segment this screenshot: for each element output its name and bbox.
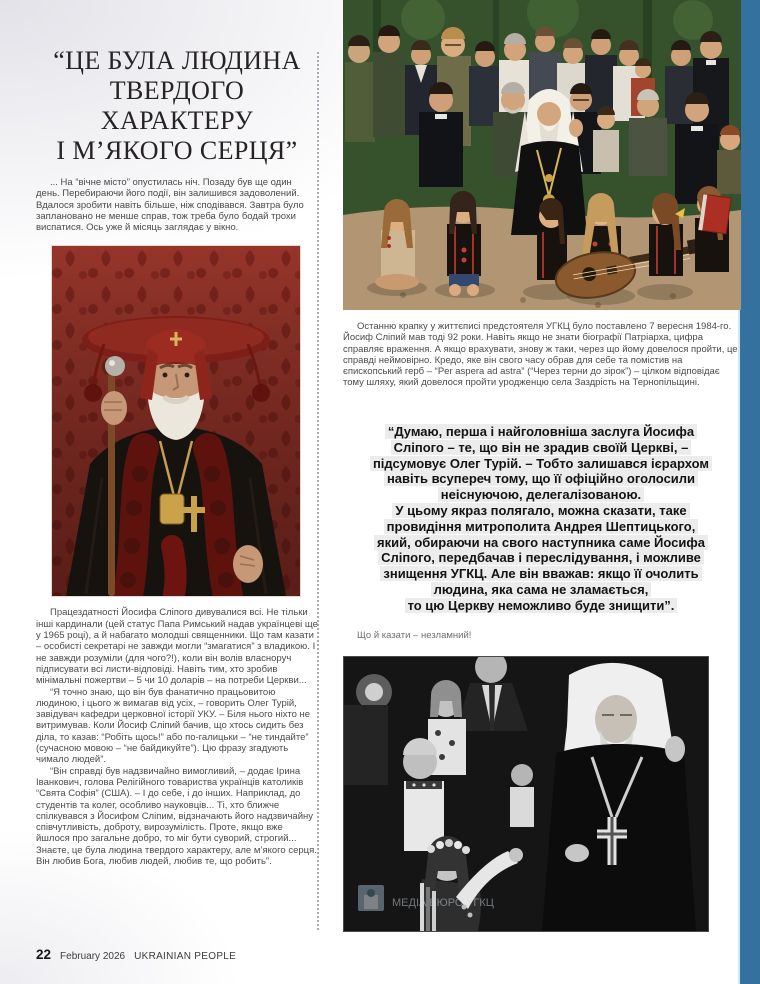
pull-quote-line: Сліпого – те, що він не зрадив своїй Церкві, – — [341, 440, 741, 456]
pull-quote-line: людина, яка сама не зламається, — [341, 582, 741, 598]
tagline: Що й казати – незламний! — [357, 630, 472, 641]
right-hand — [233, 545, 263, 583]
pull-quote-line: провидіння митрополита Андрея Шептицького, — [341, 519, 741, 535]
pull-quote-line: неіснуючою, делегалізованою. — [341, 487, 741, 503]
page-number: 22 — [36, 947, 52, 962]
pull-quote-line: знищення УГКЦ. Але він вважав: якщо її очолить — [341, 566, 741, 582]
small-child — [510, 764, 534, 827]
watermark-text: МЕДІА БЮРО УГКЦ — [392, 897, 494, 909]
bw-photo — [343, 656, 709, 932]
portrait-photo-illustration — [52, 246, 300, 596]
headline-line: ТВЕРДОГО — [109, 76, 245, 105]
gold-panagia — [160, 494, 184, 524]
paragraph-work-ethic: Працездатності Йосифа Сліпого дивувалися всі. Не тільки інші кардинали (цей статус Папа Римський надав українцеві ще у 1965 році), а й набагато молодші священники. Що там казати – особисті секретарі не завжди могли “змагатися” з владикою. І не завжди розуміли (для чого?!), коли він волів власноруч підписувати всі листи-відповіді. Навіть тим, хто зробив мінімальні пожертви – 5 чи 10 доларів – на потреби Церкви... — [36, 607, 318, 687]
page-title — [36, 46, 318, 166]
left-hand — [101, 391, 127, 425]
pull-quote-line: У цьому якраз полягало, можна сказати, таке — [341, 503, 741, 519]
right-accent-bar — [738, 0, 760, 984]
headline-line: “ЦЕ БУЛА ЛЮДИНА — [53, 46, 301, 75]
headline-line: І М’ЯКОГО СЕРЦЯ” — [56, 136, 298, 165]
hat-tassel-left — [84, 384, 102, 402]
photo-caption: Останню крапку у життєписі предстоятеля УГКЦ було поставлено 7 вересня 1984-го. Йосиф Сліпий мав тоді 92 роки. Навіть якщо не знати біографії Патріарха, цифра справляє враження. А якщо врахувати, знову ж таки, через що йому довелося пройти, це справді неймовірно. Кредо, яке він свого часу обрав для себе та помістив на єпископський герб – “Per aspera ad astra” (“Через терни до зірок”) – цілком відповідає тому шляху, який довелося пройти уродженцю села Заздрість на Тернопільщині. — [343, 321, 738, 389]
paragraph-intro: ... На “вічне місто” опустилась ніч. Позаду був ще один день. Перебираючи його події, він залишився задоволений. Вдалося зробити навіть більше, ніж сподівався. Завтра було заплановано не менше справ, тож треба було бодай трохи виспатися. Ось уже й місяць заглядає у вікно. — [36, 177, 304, 234]
pull-quote-line: навіть всупереч тому, що її офіційно оголосили — [341, 471, 741, 487]
pull-quote-line: то цю Церкву неможливо буде знищити”. — [341, 598, 741, 614]
pull-quote-line: підсумовує Олег Турій. – Тобто залишався ієрархом — [341, 456, 741, 472]
page-footer — [36, 947, 236, 962]
pull-quote-line: Сліпого, передбачав і переслідування, і можливе — [341, 550, 741, 566]
paragraph-ivankovych-quote: “Він справді був надзвичайно вимогливий, – додає Ірина Іванкович, голова Релігійного товариства українців католиків “Свята Софія” (США). – І до себе, і до інших. Наприклад, до студентів та колег, особливо науковців... Ті, хто ближче спілкувався з Йосифом Сліпим, відзначають його надзвичайну співчутливість, доброту, вирозумілість. Проте, якщо вже йшлося про загальне добро, то міг бути суворий, строгий... Знаєте, це була людина твердого характеру, але м’якого серця. Він любив Бога, любив людей, любив те, що робить”. — [36, 765, 317, 868]
tassel — [172, 546, 176, 594]
group-photo — [343, 0, 741, 310]
pull-quote-line: “Думаю, перша і найголовніша заслуга Йосифа — [341, 424, 741, 440]
pull-quote-line: який, обираючи на свого наступника саме Йосифа — [341, 535, 741, 551]
hat-tassel-right — [252, 384, 270, 402]
left-column — [36, 42, 318, 867]
issue-date: February 2026 — [60, 951, 126, 962]
magazine-name: UKRAINIAN PEOPLE — [134, 951, 237, 962]
portrait-photo — [51, 245, 301, 597]
pull-quote — [341, 424, 741, 614]
headline-line: ХАРАКТЕРУ — [100, 106, 254, 135]
bw-photo-illustration — [344, 657, 708, 931]
red-book — [698, 194, 731, 234]
paragraph-turii-quote: “Я точно знаю, що він був фанатично працьовитою людиною, і цього ж вимагав від усіх, – говорить Олег Турій, завідувач кафедри церковної історії УКУ. – Біля нього ніхто не витримував. Коли Йосиф Сліпий бачив, що хтось сидить без діла, то казав: “Робіть щось!” або по-галицьки – “не тиндайте” (сучасною мовою – “не байдикуйте”). Цю фразу згадують чимало людей”. — [36, 686, 311, 766]
group-photo-illustration — [343, 0, 741, 310]
